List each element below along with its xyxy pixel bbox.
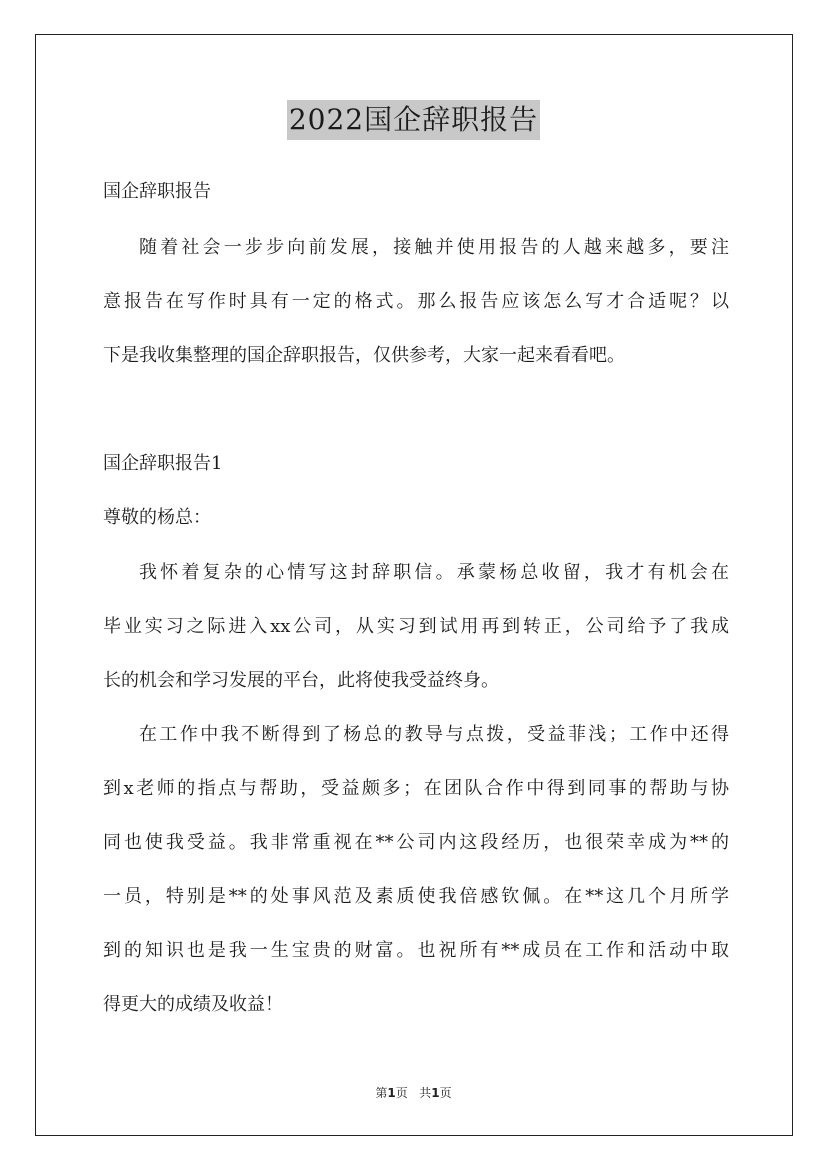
para2-line-3: 同也使我受益。我非常重视在**公司内这段经历，也很荣幸成为**的	[103, 832, 729, 853]
para1-line-2: 毕业实习之际进入xx公司，从实习到试用再到转正，公司给予了我成	[103, 616, 729, 637]
page-total: 1	[431, 1086, 440, 1100]
page-prefix: 第	[375, 1086, 388, 1100]
intro-line-3: 下是我收集整理的国企辞职报告，仅供参考，大家一起来看看吧。	[103, 345, 625, 366]
para1-line-1: 我怀着复杂的心情写这封辞职信。承蒙杨总收留，我才有机会在	[139, 562, 729, 583]
intro-line-2: 意报告在写作时具有一定的格式。那么报告应该怎么写才合适呢？以	[103, 291, 729, 312]
title-container	[0, 100, 827, 140]
intro-line-1: 随着社会一步步向前发展，接触并使用报告的人越来越多，要注	[139, 237, 729, 258]
salutation: 尊敬的杨总：	[103, 507, 211, 528]
page-footer	[0, 1084, 827, 1101]
para2-line-2: 到x老师的指点与帮助，受益颇多；在团队合作中得到同事的帮助与协	[103, 778, 729, 799]
para2-line-5: 到的知识也是我一生宝贵的财富。也祝所有**成员在工作和活动中取	[103, 940, 729, 961]
section-heading: 国企辞职报告1	[103, 453, 223, 474]
para1-line-3: 长的机会和学习发展的平台，此将使我受益终身。	[103, 670, 499, 691]
total-suffix: 页	[439, 1086, 452, 1100]
page-suffix: 页	[395, 1086, 408, 1100]
subtitle: 国企辞职报告	[103, 181, 211, 202]
page-current: 1	[387, 1086, 396, 1100]
total-prefix: 共	[419, 1086, 432, 1100]
para2-line-6: 得更大的成绩及收益！	[103, 994, 283, 1015]
para2-line-1: 在工作中我不断得到了杨总的教导与点拨，受益菲浅；工作中还得	[139, 724, 729, 745]
para2-line-4: 一员，特别是**的处事风范及素质使我倍感钦佩。在**这几个月所学	[103, 886, 729, 907]
document-title: 2022国企辞职报告	[287, 100, 540, 140]
